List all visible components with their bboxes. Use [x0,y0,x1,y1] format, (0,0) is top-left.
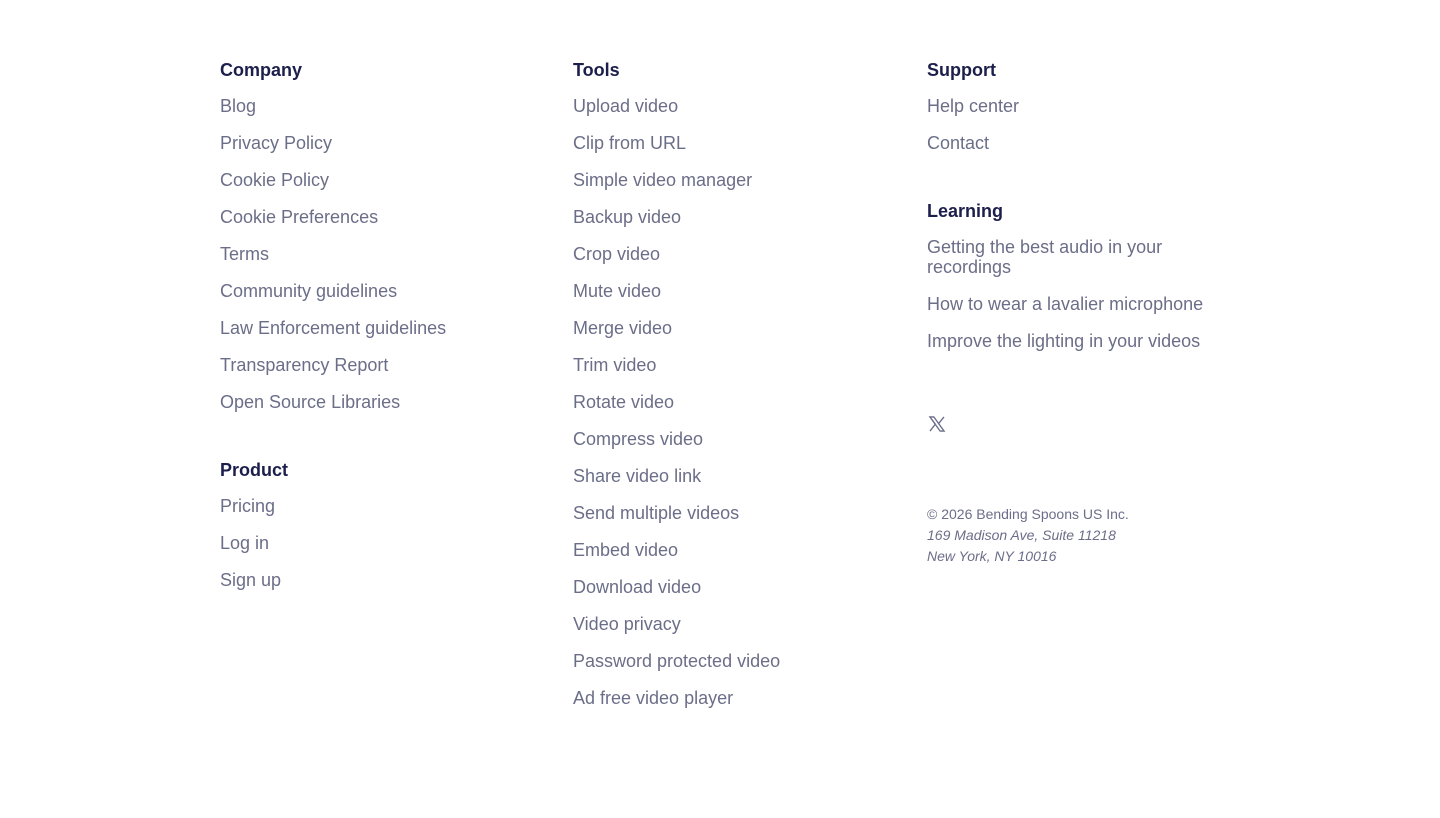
legal-info [927,504,1227,567]
rotate-video-link[interactable]: Rotate video [573,392,675,412]
transparency-report-link[interactable]: Transparency Report [220,355,389,375]
product-heading: Product [220,460,289,480]
download-video-link[interactable]: Download video [573,577,702,597]
lighting-article-link[interactable]: Improve the lighting in your videos [927,331,1201,351]
mute-video-link[interactable]: Mute video [573,281,662,301]
upload-video-link[interactable]: Upload video [573,96,679,116]
tools-group [573,56,913,709]
company-links [220,96,560,413]
learning-heading: Learning [927,201,1004,221]
best-audio-article-link[interactable]: Getting the best audio in your recordings [927,237,1163,277]
support-links [927,96,1227,154]
simple-video-manager-link[interactable]: Simple video manager [573,170,753,190]
clip-from-url-link[interactable]: Clip from URL [573,133,687,153]
log-in-link[interactable]: Log in [220,533,270,553]
company-heading: Company [220,60,303,80]
cookie-policy-link[interactable]: Cookie Policy [220,170,330,190]
tools-links [573,96,913,709]
company-group [220,56,560,413]
community-guidelines-link[interactable]: Community guidelines [220,281,398,301]
pricing-link[interactable]: Pricing [220,496,276,516]
law-enforcement-guidelines-link[interactable]: Law Enforcement guidelines [220,318,447,338]
address-line-1: 169 Madison Ave, Suite 11218 [927,527,1116,543]
privacy-policy-link[interactable]: Privacy Policy [220,133,333,153]
footer-column-3 [927,56,1227,567]
video-privacy-link[interactable]: Video privacy [573,614,681,634]
learning-group [927,197,1227,352]
product-links [220,496,560,591]
ad-free-video-player-link[interactable]: Ad free video player [573,688,734,708]
x-twitter-icon[interactable] [927,414,949,436]
merge-video-link[interactable]: Merge video [573,318,673,338]
social-links [927,414,1227,438]
address-line-2: New York, NY 10016 [927,548,1057,564]
copyright-text: © 2026 Bending Spoons US Inc. [927,506,1129,522]
cookie-preferences-link[interactable]: Cookie Preferences [220,207,379,227]
help-center-link[interactable]: Help center [927,96,1020,116]
terms-link[interactable]: Terms [220,244,269,264]
password-protected-video-link[interactable]: Password protected video [573,651,781,671]
open-source-libraries-link[interactable]: Open Source Libraries [220,392,401,412]
trim-video-link[interactable]: Trim video [573,355,657,375]
lavalier-microphone-article-link[interactable]: How to wear a lavalier microphone [927,294,1204,314]
footer-column-1 [220,56,560,591]
sign-up-link[interactable]: Sign up [220,570,282,590]
send-multiple-videos-link[interactable]: Send multiple videos [573,503,740,523]
crop-video-link[interactable]: Crop video [573,244,661,264]
share-video-link-link[interactable]: Share video link [573,466,702,486]
support-group [927,56,1227,154]
product-group [220,456,560,591]
learning-links [927,237,1227,352]
footer-column-2 [573,56,913,709]
blog-link[interactable]: Blog [220,96,257,116]
embed-video-link[interactable]: Embed video [573,540,679,560]
support-heading: Support [927,60,996,80]
backup-video-link[interactable]: Backup video [573,207,682,227]
contact-link[interactable]: Contact [927,133,990,153]
compress-video-link[interactable]: Compress video [573,429,704,449]
tools-heading: Tools [573,60,620,80]
